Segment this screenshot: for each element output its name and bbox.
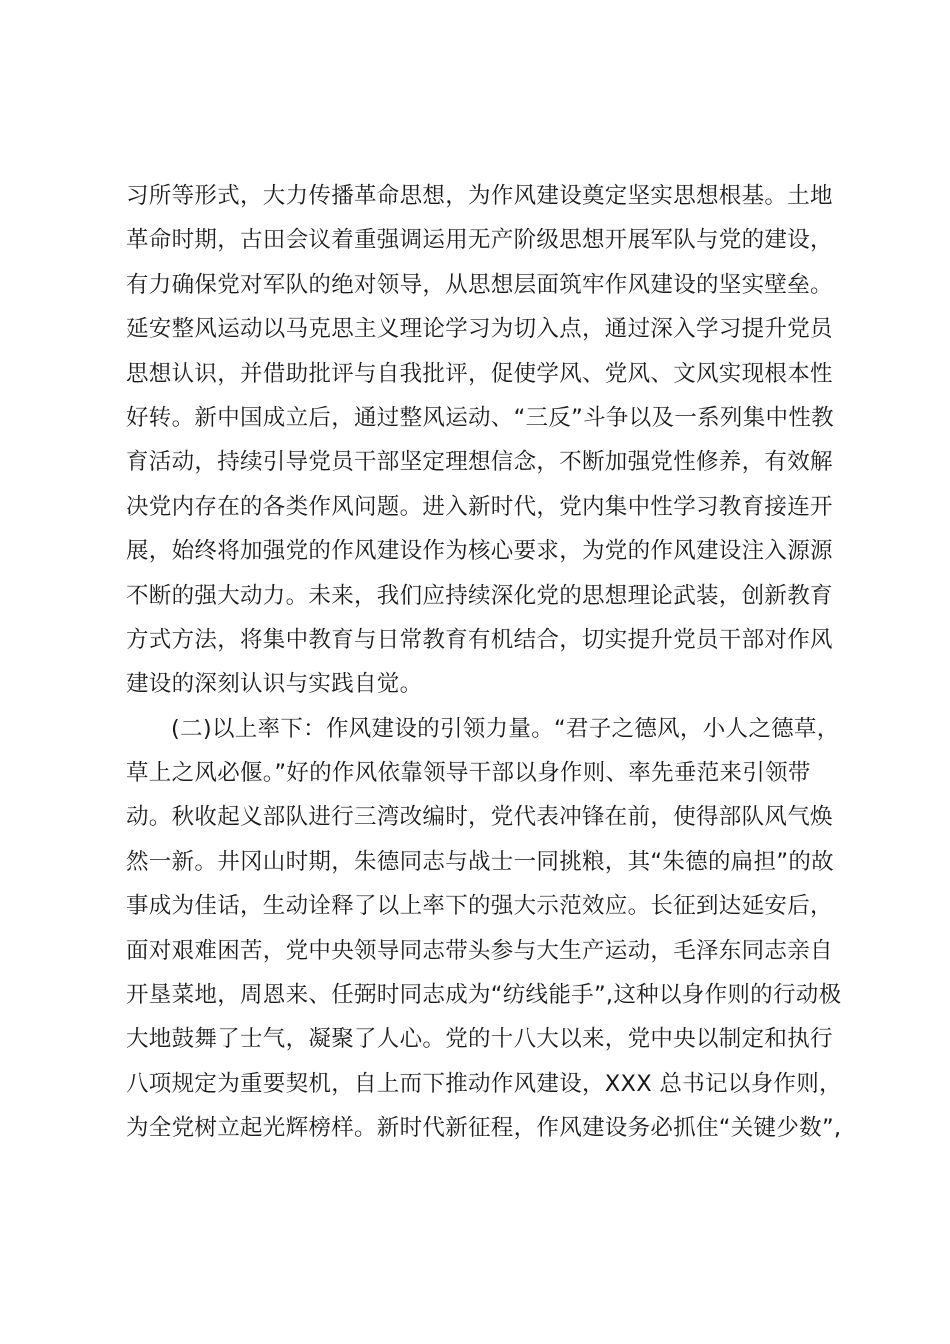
text-line: 草上之风必偃。”好的作风依靠领导干部以身作则、率先垂范来引领带 bbox=[126, 760, 811, 787]
text-line: 面对艰难困苦，党中央领导同志带头参与大生产运动，毛泽东同志亲自 bbox=[126, 937, 833, 964]
text-line: 好转。新中国成立后，通过整风运动、“三反”斗争以及一系列集中性教 bbox=[126, 404, 834, 431]
text-line: 大地鼓舞了士气，凝聚了人心。党的十八大以来，党中央以制定和执行 bbox=[126, 1026, 833, 1053]
text-line: 然一新。井冈山时期，朱德同志与战士一同挑粮，其“朱德的扁担”的故 bbox=[126, 848, 834, 875]
text-line: 方式方法，将集中教育与日常教育有机结合，切实提升党员干部对作风 bbox=[126, 626, 833, 653]
text-line: 延安整风运动以马克思主义理论学习为切入点，通过深入学习提升党员 bbox=[126, 316, 833, 343]
text-line: 有力确保党对军队的绝对领导，从思想层面筑牢作风建设的坚实壁垒。 bbox=[126, 271, 833, 298]
text-line: 决党内存在的各类作风问题。进入新时代，党内集中性学习教育接连开 bbox=[126, 493, 833, 520]
text-line: 开垦菜地，周恩来、任弼时同志成为“纺线能手”,这种以身作则的行动极 bbox=[126, 982, 842, 1009]
text-line: 思想认识，并借助批评与自我批评，促使学风、党风、文风实现根本性 bbox=[126, 360, 833, 387]
body-text bbox=[126, 174, 846, 1151]
text-line: 育活动，持续引导党员干部坚定理想信念，不断加强党性修养，有效解 bbox=[126, 449, 833, 476]
text-line: 动。秋收起义部队进行三湾改编时，党代表冲锋在前，使得部队风气焕 bbox=[126, 804, 833, 831]
text-line: 八项规定为重要契机，自上而下推动作风建设，XXX 总书记以身作则， bbox=[126, 1070, 842, 1097]
text-line: 革命时期，古田会议着重强调运用无产阶级思想开展军队与党的建设， bbox=[126, 227, 833, 254]
text-line: 为全党树立起光辉榜样。新时代新征程，作风建设务必抓住“关键少数”, bbox=[126, 1115, 842, 1142]
text-line: 事成为佳话，生动诠释了以上率下的强大示范效应。长征到达延安后， bbox=[126, 893, 833, 920]
text-line: 展，始终将加强党的作风建设作为核心要求，为党的作风建设注入源源 bbox=[126, 538, 833, 565]
text-line: 建设的深刻认识与实践自觉。 bbox=[126, 671, 423, 698]
text-line: 习所等形式，大力传播革命思想，为作风建设奠定坚实思想根基。土地 bbox=[126, 183, 833, 209]
text-line: 不断的强大动力。未来，我们应持续深化党的思想理论武装，创新教育 bbox=[126, 582, 833, 609]
section-heading-line: (二)以上率下：作风建设的引领力量。“君子之德风，小人之德草， bbox=[171, 715, 840, 742]
